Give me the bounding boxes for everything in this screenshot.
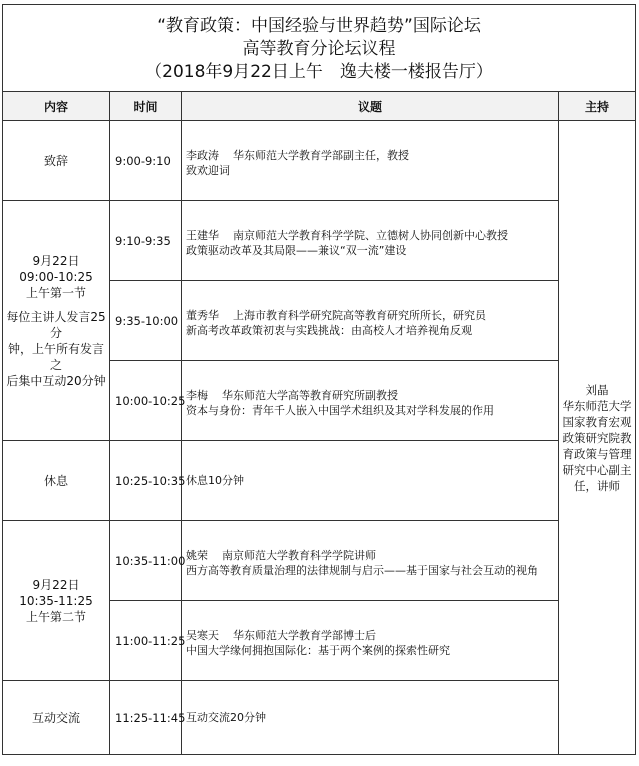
- row-time: 10:00-10:25: [110, 361, 182, 441]
- section-session-2: [3, 521, 110, 681]
- speaker-name: 王建华: [186, 228, 219, 242]
- row-topic: [182, 681, 559, 755]
- session-1-note: 钟，上午所有发言之: [7, 341, 104, 372]
- section-welcome: 致辞: [3, 121, 110, 201]
- host-line-3: 政策研究院教: [562, 430, 632, 445]
- speaker-name: 董秀华: [186, 308, 219, 322]
- row-topic: [182, 601, 559, 681]
- talk-title: 资本与身份：青年千人嵌入中国学术组织及其对学科发展的作用: [186, 403, 494, 417]
- agenda-table: [2, 4, 636, 755]
- row-topic: [182, 441, 559, 521]
- row-time: 11:00-11:25: [110, 601, 182, 681]
- title-line-3: （2018年9月22日上午 逸夫楼一楼报告厅）: [145, 61, 493, 82]
- speaker-affiliation: 南京师范大学教育科学学院讲师: [222, 548, 376, 562]
- row-time: 10:35-11:00: [110, 521, 182, 601]
- talk-title: 西方高等教育质量治理的法律规制与启示——基于国家与社会互动的视角: [186, 563, 538, 577]
- session-1-date: 9月22日: [32, 253, 80, 268]
- host-line-5: 研究中心副主: [562, 462, 632, 477]
- agenda-title: [3, 5, 636, 92]
- row-time: 10:25-10:35: [110, 441, 182, 521]
- talk-title: 互动交流20分钟: [186, 711, 266, 724]
- session-1-time: 09:00-10:25: [19, 269, 93, 284]
- row-time: 9:35-10:00: [110, 281, 182, 361]
- header-row: [3, 92, 636, 121]
- talk-title: 中国大学缘何拥抱国际化：基于两个案例的探索性研究: [186, 643, 450, 657]
- host-name: 刘晶: [585, 382, 609, 397]
- header-time: 时间: [110, 92, 182, 121]
- session-1-name: 上午第一节: [25, 285, 86, 300]
- table-row: [3, 121, 636, 201]
- table-row: [3, 681, 636, 755]
- row-topic: [182, 281, 559, 361]
- title-line-2: 高等教育分论坛议程: [242, 38, 396, 59]
- section-discussion: 互动交流: [3, 681, 110, 755]
- speaker-affiliation: 华东师范大学教育学部博士后: [233, 628, 376, 642]
- header-host: 主持: [559, 92, 636, 121]
- talk-title: 致欢迎词: [186, 163, 230, 177]
- host-cell: [559, 121, 636, 755]
- row-topic: [182, 201, 559, 281]
- table-row: [3, 441, 636, 521]
- talk-title: 政策驱动改革及其局限——兼议“双一流”建设: [186, 243, 407, 257]
- host-line-4: 育政策与管理: [562, 446, 632, 461]
- speaker-name: 姚荣: [186, 548, 208, 562]
- speaker-name: 李政涛: [186, 148, 219, 162]
- section-session-1: [3, 201, 110, 441]
- row-topic: [182, 361, 559, 441]
- speaker-affiliation: 上海市教育科学研究院高等教育研究所所长，研究员: [233, 308, 486, 322]
- session-2-date: 9月22日: [32, 577, 80, 592]
- row-topic: [182, 121, 559, 201]
- talk-title: 休息10分钟: [186, 474, 244, 487]
- session-1-note: 每位主讲人发言25分: [6, 309, 106, 340]
- header-content: 内容: [3, 92, 110, 121]
- host-line-2: 国家教育宏观: [562, 414, 632, 429]
- row-topic: [182, 521, 559, 601]
- row-time: 11:25-11:45: [110, 681, 182, 755]
- talk-title: 新高考改革政策初衷与实践挑战：由高校人才培养视角反观: [186, 323, 472, 337]
- session-2-time: 10:35-11:25: [19, 593, 93, 608]
- row-time: 9:00-9:10: [110, 121, 182, 201]
- session-2-name: 上午第二节: [25, 609, 86, 624]
- speaker-affiliation: 南京师范大学教育科学学院、立德树人协同创新中心教授: [233, 228, 508, 242]
- table-row: [3, 201, 636, 281]
- title-line-1: “教育政策：中国经验与世界趋势”国际论坛: [157, 15, 481, 36]
- host-line-1: 华东师范大学: [562, 398, 632, 413]
- table-row: [3, 521, 636, 601]
- speaker-name: 吴寒天: [186, 628, 219, 642]
- speaker-name: 李梅: [186, 388, 208, 402]
- speaker-affiliation: 华东师范大学教育学部副主任，教授: [233, 148, 409, 162]
- session-1-note: 后集中互动20分钟: [6, 373, 106, 388]
- row-time: 9:10-9:35: [110, 201, 182, 281]
- section-break: 休息: [3, 441, 110, 521]
- header-topic: 议题: [182, 92, 559, 121]
- host-line-6: 任，讲师: [574, 478, 621, 493]
- speaker-affiliation: 华东师范大学高等教育研究所副教授: [222, 388, 398, 402]
- agenda-document: [2, 4, 635, 755]
